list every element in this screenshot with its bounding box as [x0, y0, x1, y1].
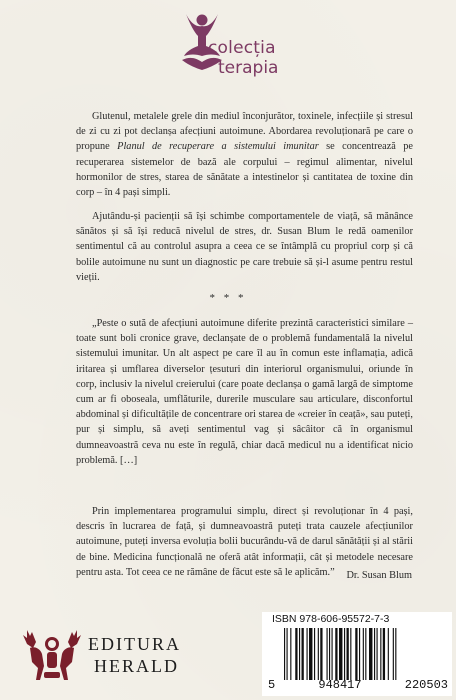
barcode-bars: [284, 628, 444, 680]
paragraph-2: Ajutându-și pacienții să își schimbe comportamentele de viață, să mănânce sănătos și să își reducă nivelul de stres, dr. Susan Blum le redă oamenilor sentimentul că au controlul asupra a ceea ce se întâmplă cu propriul corp și că bolile autoimune nu sunt un diagnostic pe care trebuie să și-l asume pentru restul vieții.: [76, 211, 413, 283]
quote-paragraph-1: „Peste o sută de afecțiuni autoimune diferite prezintă caracteristici similare – toate sunt boli cronice grave, declanșate de o problemă fundamentală la nivelul sistemului imunitar. Un alt aspect pe care îl au în comun este inflamația, adică iritarea și umflarea diverselor țesuturi din interiorul organismului, oriunde în corp, inclusiv la nivelul creierului (care poate declanșa o gamă largă de simptome cum ar fi oboseala, umflăturile, durerile musculare sau articulare, disconfortul abdominal și dificultățile de concentrare ori starea de «creier în ceață», sau puteți, pur și simplu, să aveți sentimentul vag și sâcâitor că în organismul dumneavoastră ceva nu este în regulă, chiar dacă medicul nu a identificat nicio problemă. […]: [76, 318, 413, 466]
publisher-name-line2: HERALD: [94, 656, 179, 676]
barcode-digits-left: 948417: [318, 678, 362, 692]
quote-paragraph-2: Prin implementarea programului simplu, direct și revoluționar în 4 pași, descris în lucrarea de față, și dumneavoastră puteți trata cauzele afecțiunilor autoimune, puteți inversa evoluția bolii bucurându-vă de darul sănătății și al stării de bine. Medicina funcțională ne oferă atât informații, cât și metodele necesare pentru asta. Tot ceea ce ne rămâne de făcut este să le aplicăm.”: [76, 506, 413, 578]
isbn-number: ISBN 978-606-95572-7-3: [272, 613, 390, 625]
barcode-digits-right: 220503: [404, 678, 448, 692]
paragraph-1-end: se concentrează pe recuperarea sistemelor de bază ale corpului – regimul alimentar, nivelul hormonilor de stres, starea de sănătate a intestinelor și cantitatea de toxine din corp – în 4 pași simpli.: [76, 141, 413, 199]
brand-name-line2: terapia: [218, 58, 279, 78]
deer-crest-icon: [20, 622, 84, 690]
paragraph-1-start: Glutenul, metalele grele din mediul înconjurător, toxinele, infecțiile și stresul de zi cu zi pot declanșa afecțiuni autoimune. Abordarea revoluționară pe care o propune: [76, 111, 413, 153]
section-separator: * * *: [209, 292, 247, 304]
brand-name-line1: colecția: [208, 38, 276, 58]
colectia-terapia-logo: [150, 6, 310, 84]
barcode-digits: [268, 678, 448, 692]
paragraph-1: [76, 109, 413, 200]
publisher-name-line1: EDITURA: [88, 634, 181, 654]
barcode-area: [262, 612, 452, 696]
barcode-digit-prefix: 5: [268, 678, 276, 692]
publisher-logo: [20, 614, 220, 694]
author-signature: Dr. Susan Blum: [346, 570, 412, 581]
book-title-italic: Planul de recuperare a sistemului imunitar: [117, 141, 319, 153]
